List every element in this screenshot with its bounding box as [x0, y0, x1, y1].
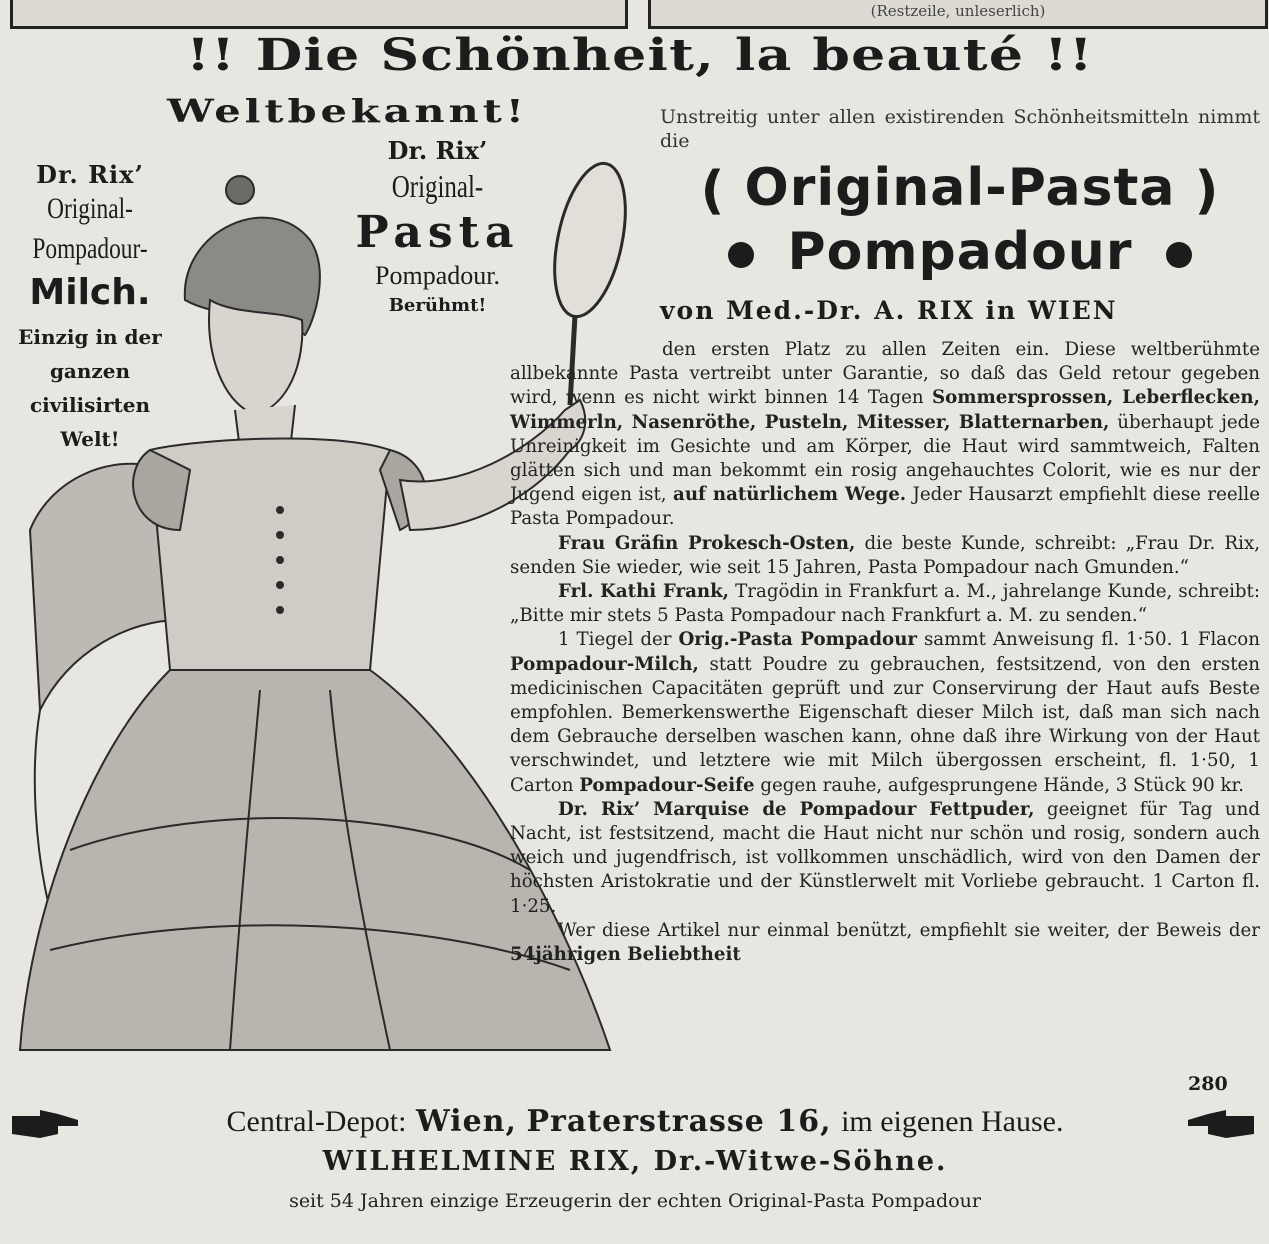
body-paragraph-6: Wer diese Artikel nur einmal benützt, empfiehlt sie weiter, der Beweis der 54jährigen Beliebtheit — [510, 919, 1260, 966]
product-title-line-2 — [660, 222, 1260, 282]
pasta-line-5: Berühmt! — [388, 295, 487, 316]
pasta-line-4: Pompadour. — [375, 261, 500, 290]
weltbekannt-banner: Weltbekannt! — [167, 92, 528, 130]
body-paragraph-4: 1 Tiegel der Orig.-Pasta Pompadour sammt Anweisung fl. 1·50. 1 Flacon Pompadour-Milch, statt Poudre zu gebrauchen, festsitzend, von den ersten medicinischen Capacitäten geprüft und zur Conservirung der Haut aufs Beste empfohlen. Bemerkenswerthe Eigenschaft dieser Milch ist, daß man sich nach dem Gebrauche derselben waschen kann, ohne daß ihre Wirkung von der Haut verschwindet, und letztere wie mit Milch übergossen erscheint, fl. 1·50, 1 Carton Pompadour-Seife gegen rauhe, aufgesprungene Hände, 3 Stück 90 kr. — [510, 629, 1260, 796]
author-line: von Med.-Dr. A. RIX in WIEN — [660, 296, 1118, 325]
depot-label: Central-Depot: — [226, 1105, 407, 1138]
bullet-dot-icon — [1166, 242, 1192, 268]
milch-line-4: Milch. — [29, 272, 151, 313]
body-paragraph-5: Dr. Rix’ Marquise de Pompadour Fettpuder, geeignet für Tag und Nacht, ist festsitzend, macht die Haut nicht nur schön und rosig, sondern auch weich und jugendfrisch, ist vollkommen unschädlich, wird von den Damen der höchsten Aristokratie und der Künstlerwelt mit Vorliebe gebraucht. 1 Carton fl. 1·25. — [510, 798, 1260, 917]
pasta-line-1: Dr. Rix’ — [387, 136, 488, 165]
footer-text: seit 54 Jahren einzige Erzeugerin der echten Original-Pasta Pompadour — [289, 1190, 981, 1212]
depot-street: Praterstrasse 16, — [526, 1104, 832, 1139]
central-depot-line — [10, 1100, 1260, 1150]
milch-line-2: Original- — [47, 192, 133, 225]
milch-text-block — [10, 160, 170, 453]
milch-line-5: Einzig in der — [18, 325, 162, 349]
product-title-2-text: Pompadour — [787, 222, 1133, 282]
body-paragraph-1: den ersten Platz zu allen Zeiten ein. Diese weltberühmte allbekannte Pasta vertreibt unter Garantie, so daß das Geld retour gegeben wird, wenn es nicht wirkt binnen 14 Tagen Sommersprossen, Leberflecken, Wimmerln, Nasenröthe, Pusteln, Mitesser, Blatternarben, überhaupt jede Unreinigkeit im Gesichte und am Körper, die Haut wird sammtweich, Falten glätten sich und man bekommt ein rosig angehauchtes Colorit, wie es nur der Jugend eigen ist, auf natürlichem Wege. Jeder Hausarzt empfiehlt diese reelle Pasta Pompadour. — [510, 339, 1260, 530]
body-paragraph-2: Frau Gräfin Prokesch-Osten, die beste Kunde, schreibt: „Frau Dr. Rix, senden Sie wieder, wie seit 15 Jahren, Pasta Pompadour nach Gmunden.“ — [510, 532, 1260, 578]
bullet-dot-icon — [728, 242, 754, 268]
top-left-border — [10, 0, 628, 29]
depot-rest: im eigenen Hause. — [841, 1105, 1064, 1138]
pasta-line-3: Pasta — [355, 207, 520, 258]
intro-text: Unstreitig unter allen existirenden Schönheitsmitteln nimmt die — [660, 106, 1260, 152]
pointing-hand-right-icon — [10, 1104, 80, 1144]
body-text — [510, 338, 1260, 967]
headline: !! Die Schönheit, la beauté !! — [186, 30, 1094, 81]
depot-text — [110, 1100, 1180, 1144]
body-paragraph-3: Frl. Kathi Frank, Tragödin in Frankfurt a. M., jahrelange Kunde, schreibt: „Bitte mir stets 5 Pasta Pompadour nach Frankfurt a. M. zu senden.“ — [510, 581, 1260, 627]
pointing-hand-left-icon — [1186, 1104, 1256, 1144]
milch-line-3: Pompadour- — [32, 232, 148, 265]
ad-number: 280 — [1188, 1073, 1228, 1095]
left-bracket-ornament: ( — [700, 161, 726, 221]
depot-city: Wien, — [416, 1104, 517, 1139]
top-right-text: (Restzeile, unleserlich) — [870, 2, 1046, 20]
milch-line-7: civilisirten — [29, 393, 151, 417]
pasta-line-2: Original- — [391, 168, 484, 204]
product-title-line-1 — [660, 158, 1260, 221]
product-title-1-text: Original-Pasta — [744, 158, 1176, 218]
milch-line-8: Welt! — [60, 427, 120, 451]
milch-line-6: ganzen — [49, 359, 131, 383]
top-right-border — [648, 0, 1268, 29]
milch-line-1: Dr. Rix’ — [36, 160, 144, 189]
pasta-text-block — [330, 136, 545, 319]
maker-name: WILHELMINE RIX, Dr.-Witwe-Söhne. — [322, 1146, 948, 1177]
right-bracket-ornament: ) — [1194, 161, 1220, 221]
